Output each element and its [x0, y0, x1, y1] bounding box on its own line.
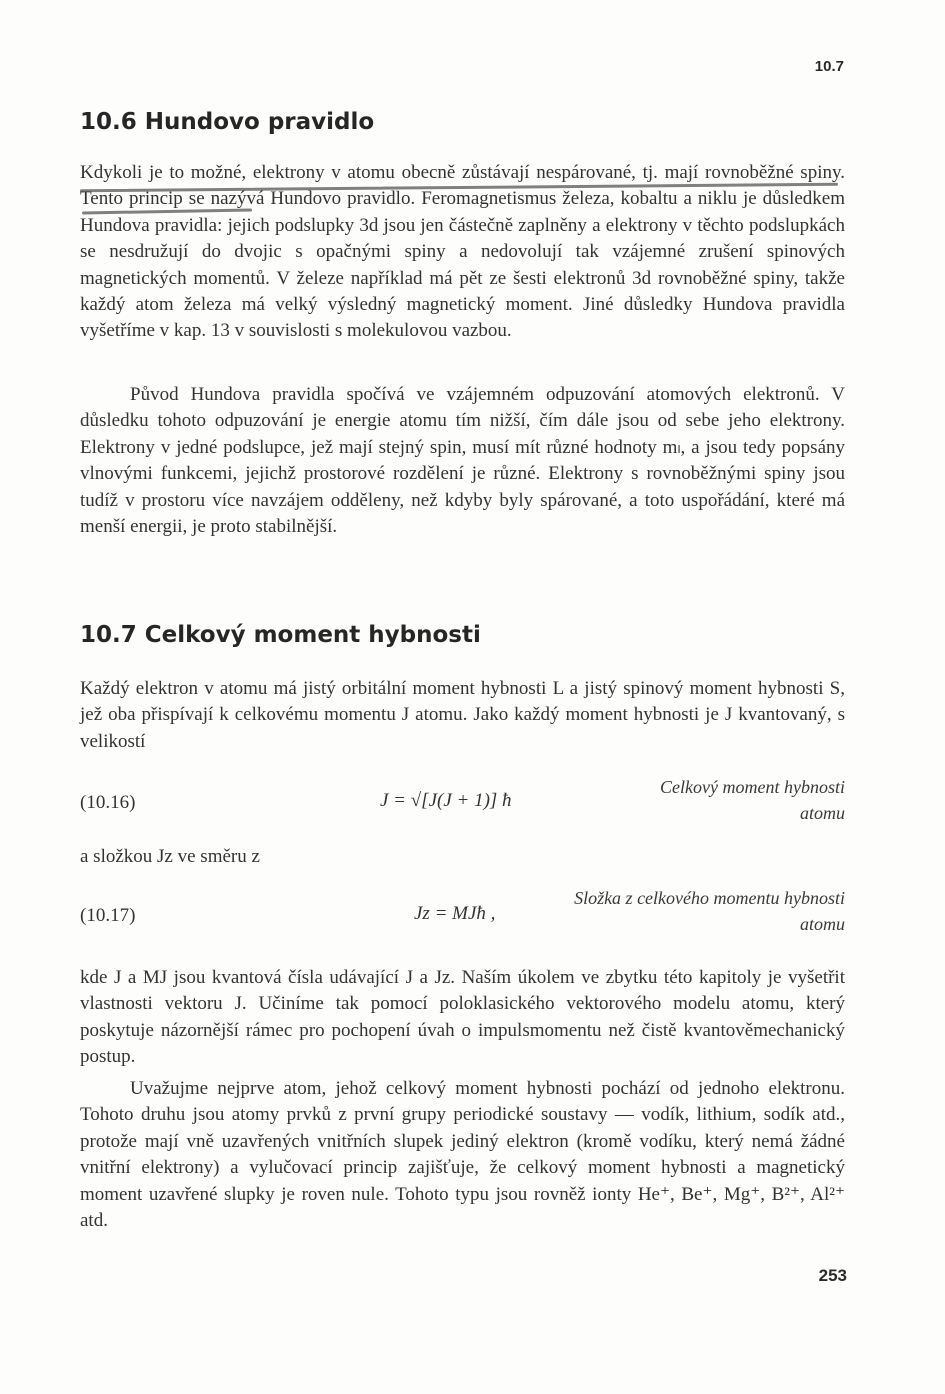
- equation-momentum-component: Jz = MJħ ,: [414, 903, 496, 924]
- equation-total-momentum: J = √[J(J + 1)] ħ: [380, 790, 512, 811]
- section-heading-hund: 10.6 Hundovo pravidlo: [80, 109, 375, 135]
- equation-number-10-16: (10.16): [80, 792, 136, 813]
- text-between-equations: a složkou Jz ve směru z: [80, 846, 260, 867]
- paragraph-hund-origin: Původ Hundova pravidla spočívá ve vzájemném odpuzování atomových elektronů. V důsledku tohoto odpuzování je energie atomu tím nižší, čím dále jsou od sebe jeho elektrony. Elektrony v jedné podslupce, jež mají stejný spin, musí mít různé hodnoty mₗ, a jsou tedy popsány vlnovými funkcemi, jejichž prostorové rozdělení je různé. Elektrony s rovnoběžnými spiny jsou tudíž v prostoru více navzájem odděleny, než kdyby byly spárované, a toto uspořádání, které má menší energii, je proto stabilnější.: [80, 384, 845, 538]
- paragraph-vector-model: kde J a MJ jsou kvantová čísla udávající J a Jz. Naším úkolem ve zbytku této kapitoly je vyšetřit vlastnosti vektoru J. Učiníme tak pomocí poloklasického vektorového modelu atomu, který poskytuje názornější rámec pro pochopení úvah o impulsmomentu než čistě kvantověmechanický postup.: [80, 967, 845, 1068]
- paragraph-single-electron-atoms: Uvažujme nejprve atom, jehož celkový moment hybnosti pochází od jednoho elektronu. Tohoto druhu jsou atomy prvků z první grupy periodické soustavy — vodík, lithium, sodík atd., protože mají vně uzavřených vnitřních slupek jediný elektron (kromě vodíku, který nemá žádné vnitřní elektrony) a vylučovací princip zajišťuje, že celkový moment hybnosti a magnetický moment uzavřené slupky je roven nule. Tohoto typu jsou rovněž ionty He⁺, Be⁺, Mg⁺, B²⁺, Al²⁺ atd.: [80, 1078, 845, 1232]
- section-heading-total-momentum: 10.7 Celkový moment hybnosti: [80, 622, 481, 648]
- paragraph-hund-rule: Kdykoli je to možné, elektrony v atomu obecně zůstávají nespárované, tj. mají rovnoběžné spiny. Tento princip se nazývá Hundovo pravidlo. Feromagnetismus železa, kobaltu a niklu je důsledkem Hundova pravidla: jejich podslupky 3d jsou jen částečně zaplněny a elektrony v těchto podslupkách se nesdružují do dvojic s opačnými spiny a nedovolují tak vzájemné zrušení spinových magnetických momentů. V železe například má pět ze šesti elektronů 3d rovnoběžné spiny, takže každý atom železa má velký výsledný magnetický moment. Jiné důsledky Hundova pravidla vyšetříme v kap. 13 v souvislosti s molekulovou vazbou.: [80, 162, 845, 342]
- equation-label-momentum-component: Složka z celkového momentu hybnosti atomu: [574, 888, 845, 934]
- equation-number-10-17: (10.17): [80, 905, 136, 926]
- page-number: 253: [818, 1266, 847, 1285]
- running-head: 10.7: [814, 58, 844, 75]
- paragraph-total-momentum-intro: Každý elektron v atomu má jistý orbitální moment hybnosti L a jistý spinový moment hybnosti S, jež oba přispívají k celkovému momentu J atomu. Jako každý moment hybnosti je J kvantovaný, s velikostí: [80, 678, 845, 752]
- equation-label-total-momentum: Celkový moment hybnosti atomu: [660, 777, 845, 823]
